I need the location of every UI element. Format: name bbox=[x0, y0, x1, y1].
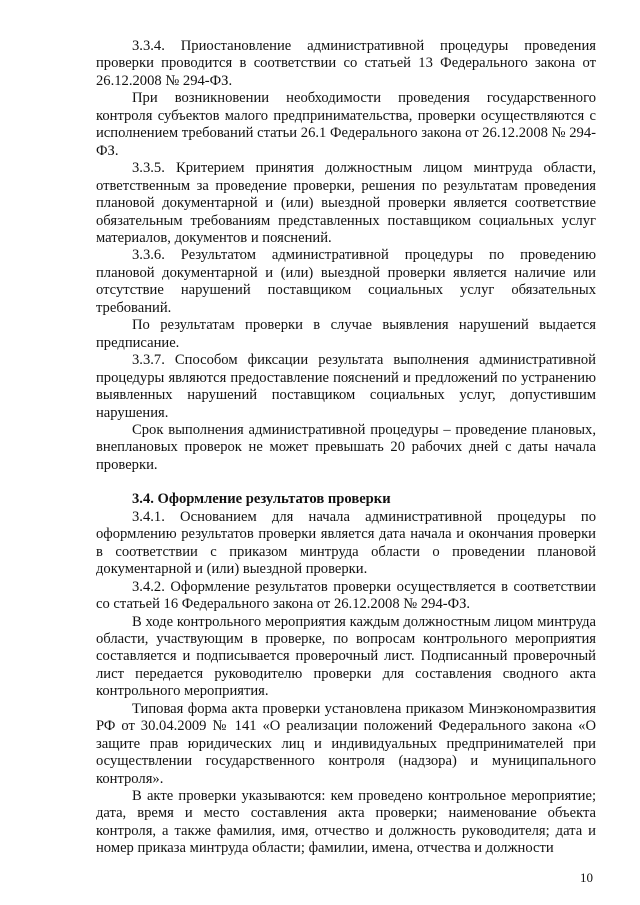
paragraph-3-3-4: 3.3.4. Приостановление административной процедуры проведения проверки проводится в соответствии со статьей 13 Федерального закона от 26.12.2008 № 294-ФЗ. bbox=[96, 38, 596, 89]
paragraph-3-4-1: 3.4.1. Основанием для начала административной процедуры по оформлению результатов проверки является дата начала и окончания проверки в соответствии с приказом минтруда области о проведении плановой документарной и (или) выездной проверки. bbox=[96, 508, 596, 578]
section-gap bbox=[96, 474, 596, 491]
paragraph-3-3-6: 3.3.6. Результатом административной процедуры по проведению плановой документарной и (или) выездной проверки является наличие или отсутствие нарушений поставщиком социальных услуг обязательных требований. bbox=[96, 247, 596, 316]
paragraph-3-3-5: 3.3.5. Критерием принятия должностным лицом минтруда области, ответственным за проведение проверки, решения по результатам проведения плановой документарной и (или) выездной проверки является соответствие обязательным требованиям представленных поставщиком социальных услуг материалов, документов и пояснений. bbox=[96, 160, 596, 246]
paragraph-small-business: При возникновении необходимости проведения государственного контроля субъектов малого предпринимательства, проверки осуществляются с исполнением требований статьи 26.1 Федерального закона от 26.12.2008 № 294-ФЗ. bbox=[96, 90, 596, 159]
paragraph-act-contents: В акте проверки указываются: кем проведено контрольное мероприятие; дата, время и место составления акта проверки; наименование объекта контроля, а также фамилия, имя, отчество и должность руководителя; дата и номер приказа минтруда области; фамилии, имена, отчества и должности bbox=[96, 788, 596, 857]
paragraph-3-4-2: 3.4.2. Оформление результатов проверки осуществляется в соответствии со статьей 16 Федерального закона от 26.12.2008 № 294-ФЗ. bbox=[96, 578, 596, 613]
paragraph-prescription: По результатам проверки в случае выявления нарушений выдается предписание. bbox=[96, 317, 596, 351]
section-heading-3-4: 3.4. Оформление результатов проверки bbox=[132, 491, 391, 508]
paragraph-act-form: Типовая форма акта проверки установлена приказом Минэкономразвития РФ от 30.04.2009 № 141 «О реализации положений Федерального закона «О защите прав юридических лиц и индивидуальных предпринимателей при осуществлении государственного контроля (надзора) и муниципального контроля». bbox=[96, 700, 596, 787]
document-page bbox=[96, 38, 596, 858]
paragraph-deadline: Срок выполнения административной процедуры – проведение плановых, внеплановых проверок не может превышать 20 рабочих дней с даты начала проверки. bbox=[96, 421, 596, 473]
paragraph-3-3-7: 3.3.7. Способом фиксации результата выполнения административной процедуры являются предоставление пояснений и предложений по устранению выявленных нарушений поставщиком социальных услуг, допустившим нарушения. bbox=[96, 352, 596, 421]
page-number: 10 bbox=[580, 870, 593, 885]
paragraph-checklist: В ходе контрольного мероприятия каждым должностным лицом минтруда области, участвующим в проверке, по вопросам контрольного мероприятия составляется и подписывается проверочный лист. Подписанный проверочный лист передается руководителю проверки для составления сводного акта контрольного мероприятия. bbox=[96, 613, 596, 700]
